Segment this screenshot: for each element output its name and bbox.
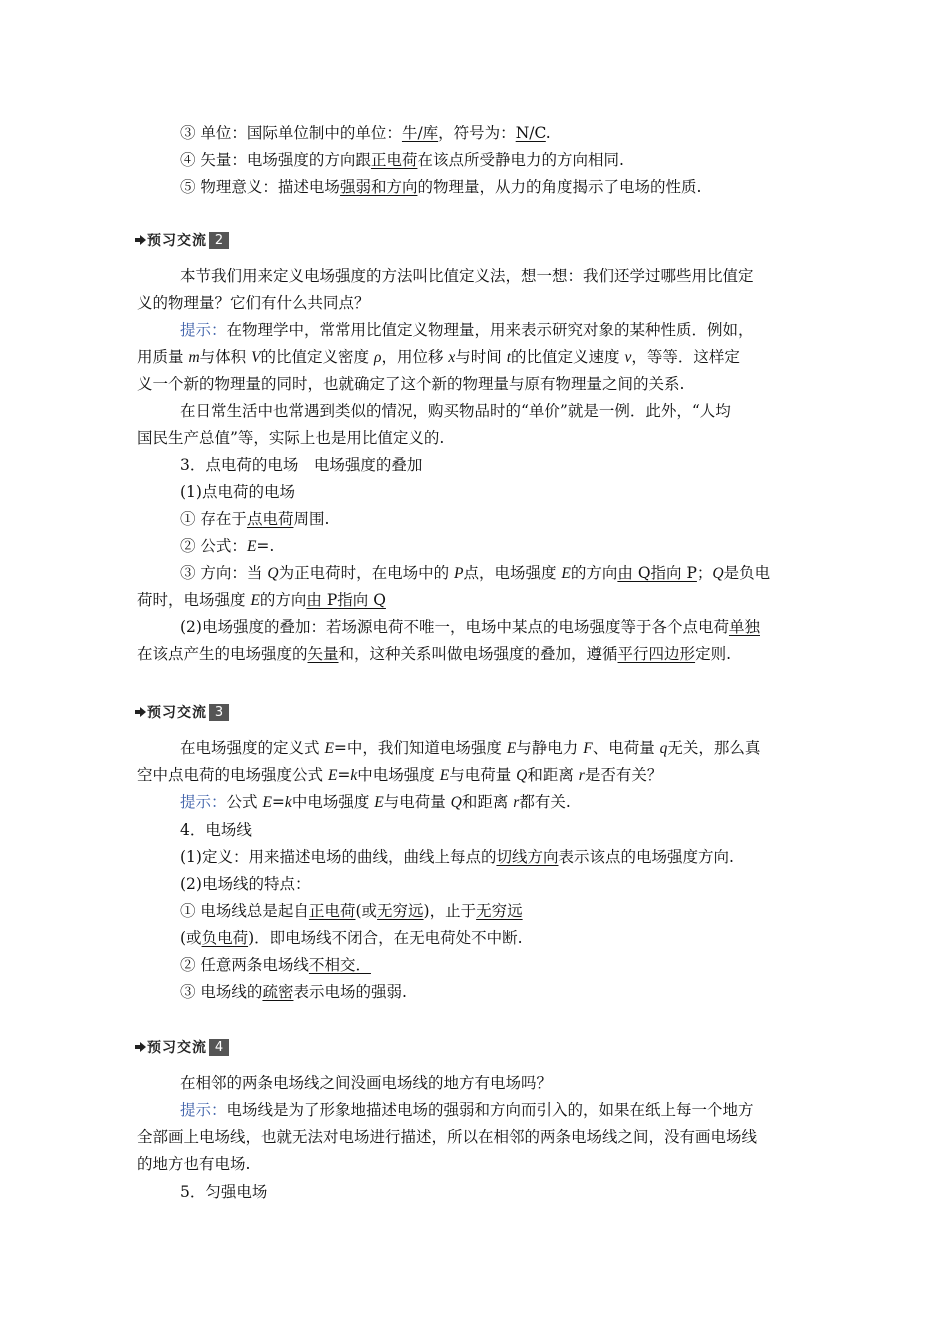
arrow-icon bbox=[135, 706, 145, 718]
text: ③ 单位：国际单位制中的单位： bbox=[180, 124, 402, 142]
hint-line: 的地方也有电场. bbox=[137, 1155, 251, 1173]
superposition-line: 在该点产生的电场强度的矢量和，这种关系叫做电场强度的叠加，遵循平行四边形定则. bbox=[137, 645, 731, 663]
feature-line: ① 电场线总是起自正电荷(或无穷远)，止于无穷远 bbox=[180, 902, 523, 920]
hint-line bbox=[180, 318, 754, 342]
direction-line: ③ 方向：当 Q为正电荷时，在电场中的 P点，电场强度 E的方向由 Q指向 P；Q是负电 bbox=[180, 564, 771, 582]
subsection-title: (2)电场线的特点： bbox=[180, 875, 311, 893]
question-line: 本节我们用来定义电场强度的方法叫比值定义法，想一想：我们还学过哪些用比值定 bbox=[180, 267, 754, 285]
blank-answer: 正电荷 bbox=[308, 902, 356, 920]
hint-line: 用质量 m与体积 V的比值定义密度 ρ，用位移 x与时间 t的比值定义速度 v，等等．这样定 bbox=[137, 348, 740, 366]
blank-answer: 平行四边形 bbox=[617, 645, 696, 663]
hint-line: 全部画上电场线，也就无法对电场进行描述，所以在相邻的两条电场线之间，没有画电场线 bbox=[137, 1128, 758, 1146]
text: ④ 矢量：电场强度的方向跟 bbox=[180, 151, 371, 169]
badge-title: 预习交流 bbox=[147, 705, 207, 721]
badge-number: 4 bbox=[209, 1039, 229, 1056]
question-line: 义的物理量？它们有什么共同点？ bbox=[137, 294, 370, 312]
preview-exchange-badge-4 bbox=[135, 1036, 229, 1058]
arrow-icon bbox=[135, 234, 145, 246]
badge-title: 预习交流 bbox=[147, 233, 207, 249]
meaning-line bbox=[180, 175, 701, 199]
unit-line bbox=[180, 121, 551, 145]
blank-answer: 疏密 bbox=[262, 983, 294, 1001]
hint-line: 国民生产总值”等，实际上也是用比值定义的. bbox=[137, 429, 445, 447]
point-charge-exists-line: ① 存在于点电荷周围. bbox=[180, 510, 330, 528]
preview-exchange-badge-2 bbox=[135, 229, 229, 251]
text: 在该点所受静电力的方向相同. bbox=[417, 151, 624, 169]
direction-line: 荷时，电场强度 E的方向由 P指向 Q bbox=[137, 591, 386, 609]
question-line: 空中点电荷的电场强度公式 E=k中电场强度 E与电荷量 Q和距离 r是否有关？ bbox=[137, 766, 663, 784]
question-line: 在相邻的两条电场线之间没画电场线的地方有电场吗？ bbox=[180, 1074, 553, 1092]
blank-answer: 点电荷 bbox=[246, 510, 294, 528]
blank-answer: 单独 bbox=[728, 618, 760, 636]
hint-label: 提示： bbox=[180, 321, 227, 339]
question-line: 在电场强度的定义式 E=中，我们知道电场强度 E与静电力 F、电荷量 q无关，那么真 bbox=[180, 739, 761, 757]
hint-label: 提示： bbox=[180, 1101, 227, 1119]
definition-line: (1)定义：用来描述电场的曲线，曲线上每点的切线方向表示该点的电场强度方向. bbox=[180, 848, 734, 866]
blank-answer: 正电荷 bbox=[370, 151, 418, 169]
badge-number: 2 bbox=[209, 232, 229, 249]
blank-answer: 由 Q指向 P bbox=[617, 564, 697, 582]
formula-line: ② 公式：E=. bbox=[180, 537, 275, 555]
text: 的物理量，从力的角度揭示了电场的性质. bbox=[417, 178, 702, 196]
section-title: 5．匀强电场 bbox=[180, 1183, 268, 1201]
blank-answer: N/C bbox=[515, 124, 546, 142]
hint-label: 提示： bbox=[180, 793, 227, 811]
feature-line: ③ 电场线的疏密表示电场的强弱. bbox=[180, 983, 407, 1001]
blank-answer: 矢量 bbox=[307, 645, 339, 663]
superposition-line: (2)电场强度的叠加：若场源电荷不唯一，电场中某点的电场强度等于各个点电荷单独 bbox=[180, 618, 760, 636]
blank-answer: 牛/库 bbox=[401, 124, 439, 142]
arrow-icon bbox=[135, 1041, 145, 1053]
blank-answer: 强弱和方向 bbox=[339, 178, 418, 196]
section-title: 3．点电荷的电场 电场强度的叠加 bbox=[180, 456, 423, 474]
text: . bbox=[545, 124, 551, 142]
blank-answer: 不相交． bbox=[308, 956, 371, 974]
preview-exchange-badge-3 bbox=[135, 701, 229, 723]
badge-number: 3 bbox=[209, 704, 229, 721]
text: ，符号为： bbox=[438, 124, 516, 142]
blank-answer: 无穷远 bbox=[377, 902, 424, 920]
hint-line: 在日常生活中也常遇到类似的情况，购买物品时的“单价”就是一例．此外，“人均 bbox=[180, 402, 731, 420]
feature-line: ② 任意两条电场线不相交． bbox=[180, 956, 371, 974]
blank-answer: 切线方向 bbox=[496, 848, 559, 866]
hint-line: 提示：电场线是为了形象地描述电场的强弱和方向而引入的，如果在纸上每一个地方 bbox=[180, 1101, 754, 1119]
text: ⑤ 物理意义：描述电场 bbox=[180, 178, 340, 196]
text: 在物理学中，常常用比值定义物理量，用来表示研究对象的某种性质．例如， bbox=[226, 321, 754, 339]
blank-answer: 无穷远 bbox=[476, 902, 523, 920]
blank-answer: 负电荷 bbox=[201, 929, 249, 947]
badge-title: 预习交流 bbox=[147, 1040, 207, 1056]
feature-line: (或负电荷)．即电场线不闭合，在无电荷处不中断. bbox=[180, 929, 523, 947]
hint-line: 义一个新的物理量的同时，也就确定了这个新的物理量与原有物理量之间的关系. bbox=[137, 375, 685, 393]
vector-line bbox=[180, 148, 624, 172]
blank-answer: 由 P指向 Q bbox=[306, 591, 386, 609]
subsection-title: (1)点电荷的电场 bbox=[180, 483, 295, 501]
section-title: 4．电场线 bbox=[180, 821, 252, 839]
hint-line: 提示：公式 E=k中电场强度 E与电荷量 Q和距离 r都有关. bbox=[180, 793, 571, 811]
